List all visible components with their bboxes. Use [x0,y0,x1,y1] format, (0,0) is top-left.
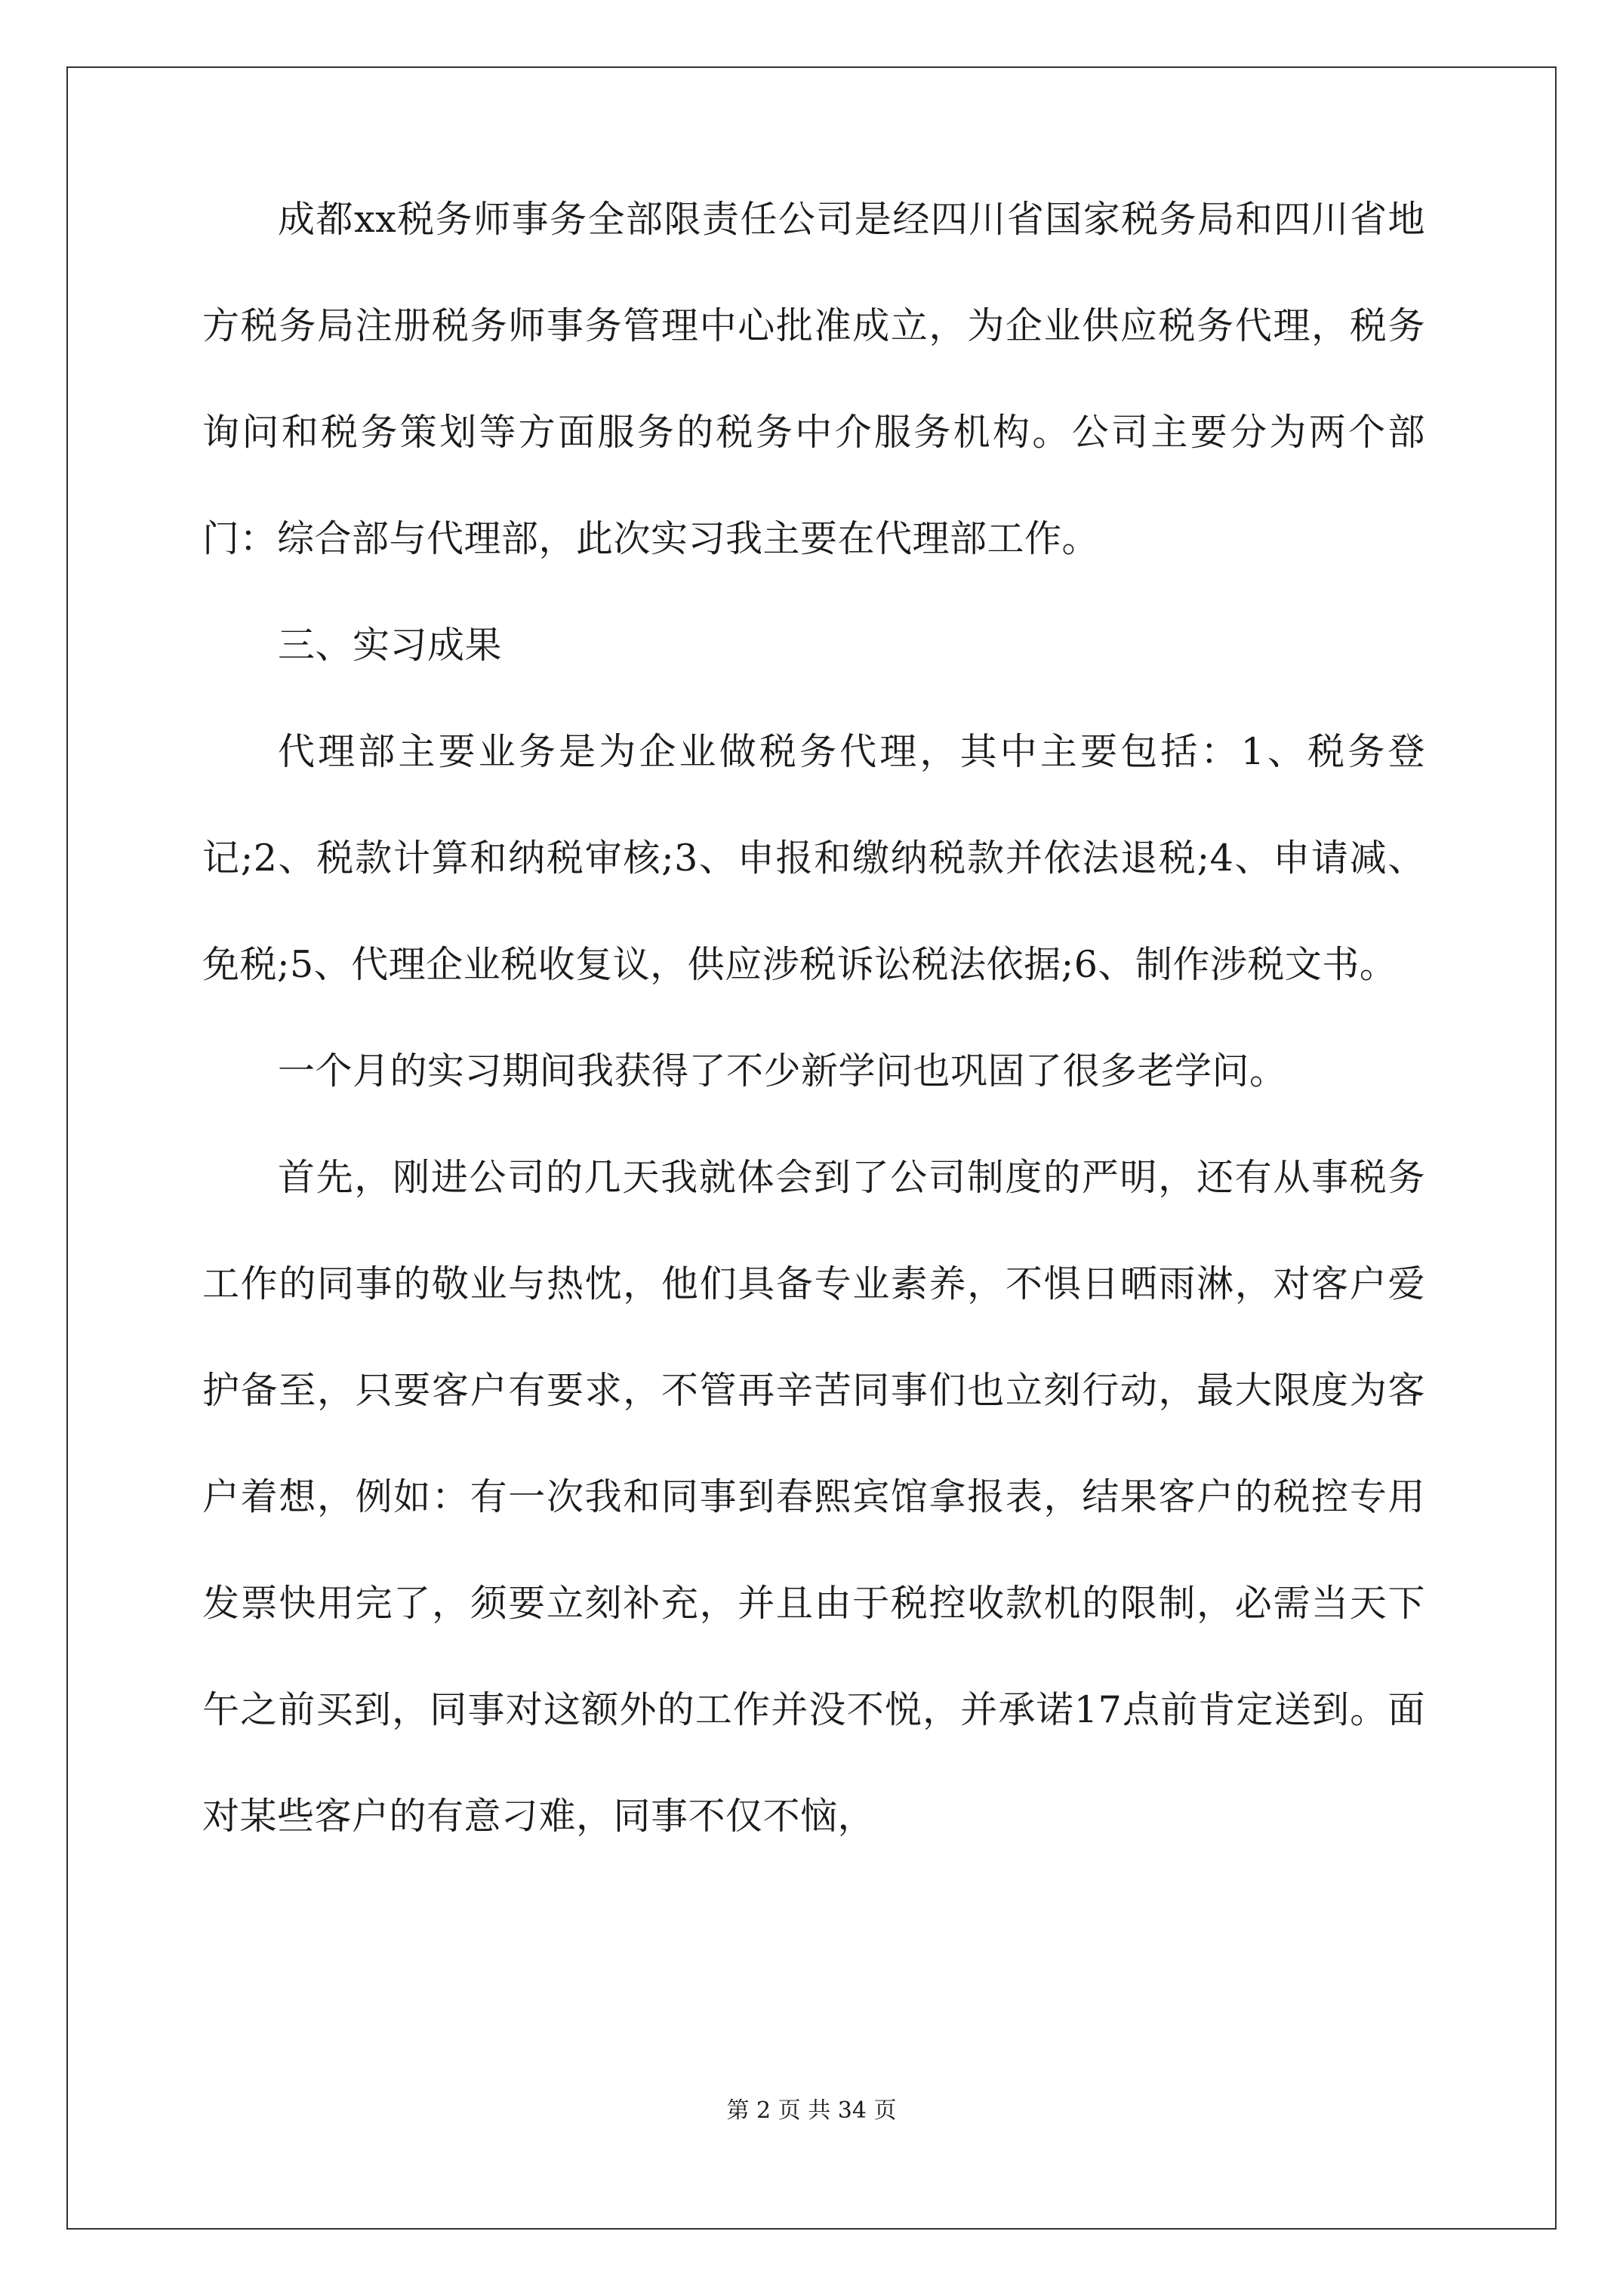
paragraph-internship-summary: 一个月的实习期间我获得了不少新学问也巩固了很多老学问。 [278,1049,1287,1093]
page-number-footer: 第 2 页 共 34 页 [726,2097,897,2124]
paragraph-agency-business: 代理部主要业务是为企业做税务代理，其中主要包括：1、税务登记;2、税款计算和纳税审核;3、申报和缴纳税款并依法退税;4、申请减、免税;5、代理企业税收复议，供应涉税诉讼税法依据;6、制作涉税文书。 [202,730,1425,986]
paragraph-company-intro: 成都xx税务师事务全部限责任公司是经四川省国家税务局和四川省地方税务局注册税务师事务管理中心批准成立，为企业供应税务代理，税务询问和税务策划等方面服务的税务中介服务机构。公司主要分为两个部门：综合部与代理部，此次实习我主要在代理部工作。 [202,198,1425,560]
paragraph-first-impressions: 首先，刚进公司的几天我就体会到了公司制度的严明，还有从事税务工作的同事的敬业与热忱，他们具备专业素养，不惧日晒雨淋，对客户爱护备至，只要客户有要求，不管再辛苦同事们也立刻行动，最大限度为客户着想，例如：有一次我和同事到春熙宾馆拿报表，结果客户的税控专用发票快用完了，须要立刻补充，并且由于税控收款机的限制，必需当天下午之前买到，同事对这额外的工作并没不悦，并承诺17点前肯定送到。面对某些客户的有意刁难，同事不仅不恼， [202,1156,1425,1838]
document-body [202,198,1425,1869]
section-heading-results: 三、实习成果 [278,624,503,667]
